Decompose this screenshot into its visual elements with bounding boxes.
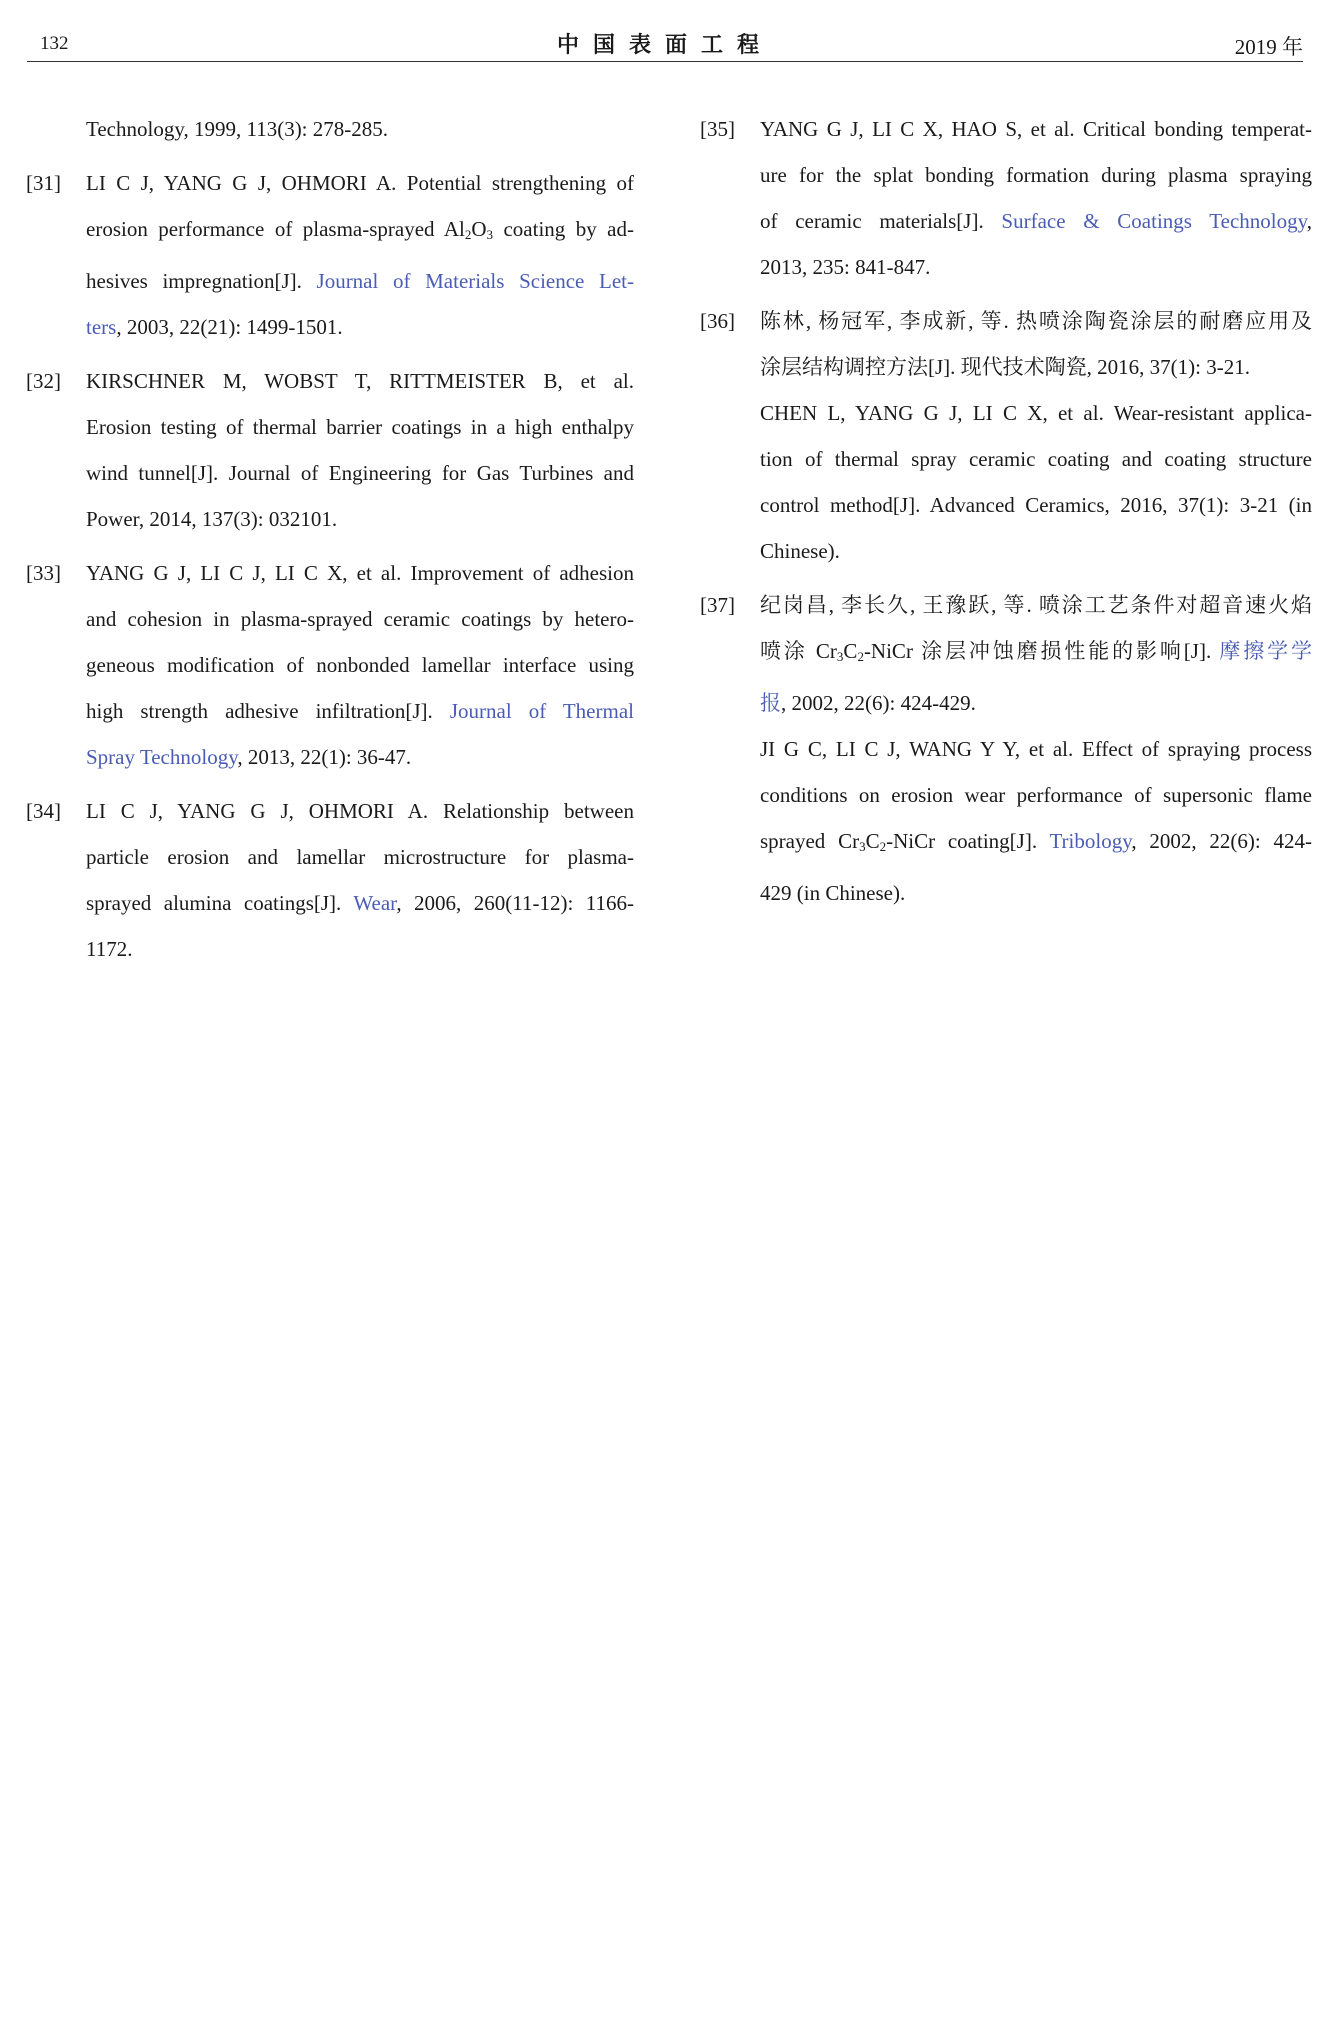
header-rule <box>27 61 1303 62</box>
reference-number: [37] <box>700 593 735 617</box>
reference-number: [36] <box>700 309 735 333</box>
left-column <box>26 106 634 980</box>
reference-35: [35] YANG G J, LI C X, HAO S, et al. Critical bonding temperat- ure for the splat bonding formation during plasma spraying of ceramic materials[J]. Surface & Coatings Technology, 2013, 235: 841-847. <box>700 106 1312 290</box>
journal-link[interactable]: Surface & Coatings Technology <box>1001 209 1307 233</box>
journal-link[interactable]: Wear <box>353 891 397 915</box>
journal-link[interactable]: 摩擦学学 <box>1219 639 1313 663</box>
reference-number: [35] <box>700 117 735 141</box>
reference-32: [32] KIRSCHNER M, WOBST T, RITTMEISTER B, et al. Erosion testing of thermal barrier coatings in a high enthalpy wind tunnel[J]. Journal of Engineering for Gas Turbines and Power, 2014, 137(3): 032101. <box>26 358 634 542</box>
reference-37: [37] 纪岗昌, 李长久, 王豫跃, 等. 喷涂工艺条件对超音速火焰 喷涂 $Cr_3C_2$-NiCr 涂层冲蚀磨损性能的影响[J]. 摩擦学学 报, 2002, 22(6): 424-429. JI G C, LI C J, WANG Y Y, et al. Effect of spraying process conditions on erosion wear performance of supersonic flame sprayed $Cr_3C_2$-NiCr coating[J]. Tribology, 2002, 22(6): 424- 429 (in Chinese). <box>700 582 1312 916</box>
reference-36: [36] 陈林, 杨冠军, 李成新, 等. 热喷涂陶瓷涂层的耐磨应用及 涂层结构调控方法[J]. 现代技术陶瓷, 2016, 37(1): 3-21. CHEN L, YANG G J, LI C X, et al. Wear-resistant applica- tion of thermal spray ceramic coating and coating structure control method[J]. Advanced Ceramics, 2016, 37(1): 3-21 (in Chinese). <box>700 298 1312 574</box>
reference-30-continuation: Technology, 1999, 113(3): 278-285. <box>86 117 389 141</box>
journal-link[interactable]: Journal of Thermal <box>449 699 634 723</box>
journal-link[interactable]: ters <box>86 315 117 339</box>
reference-34: [34] LI C J, YANG G J, OHMORI A. Relationship between particle erosion and lamellar microstructure for plasma- sprayed alumina coatings[J]. Wear, 2006, 260(11-12): 1166- 1172. <box>26 788 634 972</box>
journal-link[interactable]: Tribology <box>1049 829 1132 853</box>
reference-33: [33] YANG G J, LI C J, LI C X, et al. Improvement of adhesion and cohesion in plasma-sprayed ceramic coatings by hetero- geneous modification of nonbonded lamellar interface using high strength adhesive infiltration[J]. Journal of Thermal Spray Technology, 2013, 22(1): 36-47. <box>26 550 634 780</box>
right-column <box>700 106 1312 924</box>
reference-number: [33] <box>26 561 61 585</box>
journal-link[interactable]: Journal of Materials Science Let- <box>316 269 635 293</box>
publication-year: 2019 年 <box>1234 35 1303 59</box>
reference-number: [31] <box>26 171 61 195</box>
journal-link[interactable]: Spray Technology <box>86 745 238 769</box>
page-number: 132 <box>40 33 69 54</box>
journal-link[interactable]: 报 <box>760 691 781 715</box>
reference-31: [31] LI C J, YANG G J, OHMORI A. Potential strengthening of erosion performance of plasma-sprayed $Al_2O_3$ coating by ad- hesives impregnation[J]. Journal of Materials Science Let- ters, 2003, 22(21): 1499-1501. <box>26 160 634 350</box>
page-header <box>0 0 1330 64</box>
journal-title: 中国表面工程 <box>556 33 773 58</box>
reference-number: [32] <box>26 369 61 393</box>
reference-number: [34] <box>26 799 61 823</box>
